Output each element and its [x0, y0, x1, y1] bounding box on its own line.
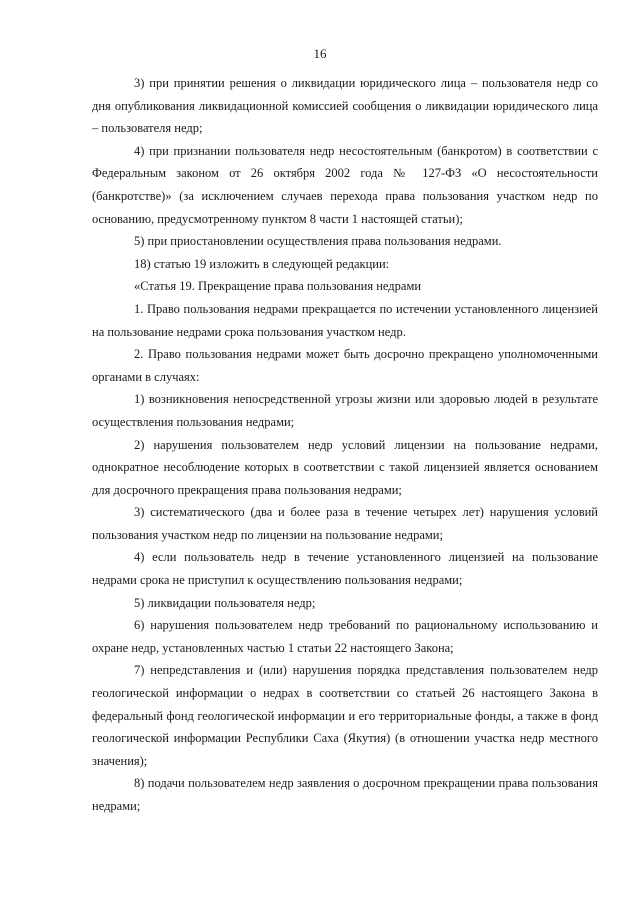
- article-19-part-2: 2. Право пользования недрами может быть досрочно прекращено уполномоченными органами в случаях:: [92, 347, 598, 384]
- document-body: [92, 72, 598, 818]
- paragraph-item-3-liquidation-decision: 3) при принятии решения о ликвидации юридического лица – пользователя недр со дня опубликования ликвидационной комиссией сообщения о ликвидации юридического лица – пользователя недр;: [92, 76, 598, 136]
- article-19-item-3: 3) систематического (два и более раза в течение четырех лет) нарушения условий пользования участком недр по лицензии на пользование недрами;: [92, 505, 598, 542]
- article-19-part-1: 1. Право пользования недрами прекращается по истечении установленного лицензией на пользование недрами срока пользования участком недр.: [92, 301, 598, 339]
- article-19-item-2: 2) нарушения пользователем недр условий лицензии на пользование недрами, однократное несоблюдение которых в соответствии с такой лицензией является основанием для досрочного прекращения права пользования недрами;: [92, 437, 598, 497]
- article-19-item-6: 6) нарушения пользователем недр требований по рациональному использованию и охране недр, установленных частью 1 статьи 22 настоящего Закона;: [92, 618, 598, 655]
- paragraph-item-4-bankruptcy: 4) при признании пользователя недр несостоятельным (банкротом) в соответствии с Федеральным законом от 26 октября 2002 года № 127-ФЗ «О несостоятельности (банкротстве)» (за исключением случаев перехода права пользования участком недр по основанию, предусмотренному пунктом 8 части 1 настоящей статьи);: [92, 143, 598, 226]
- article-19-item-8: 8) подачи пользователем недр заявления о досрочном прекращении права пользования недрами;: [92, 776, 598, 813]
- paragraph-amendment-18: 18) статью 19 изложить в следующей редакции:: [134, 256, 390, 271]
- page-number: 16: [313, 46, 327, 61]
- article-19-item-1: 1) возникновения непосредственной угрозы жизни или здоровью людей в результате осуществления пользования недрами;: [92, 392, 598, 429]
- article-19-item-4: 4) если пользователь недр в течение установленного лицензией на пользование недрами срока не приступил к осуществлению пользования недрами;: [92, 550, 598, 588]
- paragraph-item-5-suspension: 5) при приостановлении осуществления права пользования недрами.: [134, 234, 502, 249]
- article-19-item-5: 5) ликвидации пользователя недр;: [134, 595, 316, 610]
- article-19-item-7: 7) непредставления и (или) нарушения порядка представления пользователем недр геологической информации о недрах в соответствии со статьей 26 настоящего Закона в федеральный фонд геологической информации и его территориальные фонды, а также в фонд геологической информации Республики Саха (Якутия) (в отношении участка недр местного значения);: [92, 663, 598, 768]
- article-19-heading: «Статья 19. Прекращение права пользования недрами: [134, 279, 422, 294]
